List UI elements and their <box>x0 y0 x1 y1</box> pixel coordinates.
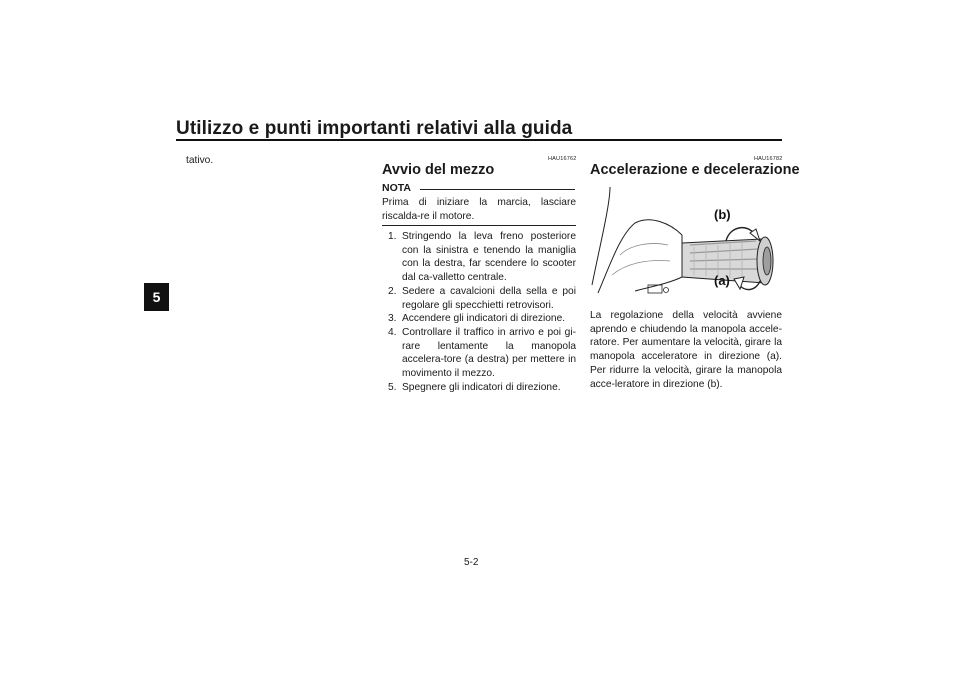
page-number: 5-2 <box>464 557 479 568</box>
steps-list <box>382 230 576 394</box>
step-number: 2. <box>388 285 397 297</box>
label-a: (a) <box>714 273 730 288</box>
step-number: 5. <box>388 381 397 393</box>
chapter-tab: 5 <box>144 283 169 311</box>
step-text: Sedere a cavalcioni della sella e poi regolare gli specchietti retrovisori. <box>402 285 576 311</box>
step-text: Accendere gli indicatori di direzione. <box>402 313 566 325</box>
list-item <box>382 285 576 312</box>
header-rule <box>176 139 782 141</box>
accel-body-text: La regolazione della velocità avviene aprendo e chiudendo la manopola accele-ratore. Per aumentare la velocità, girare la manopola acceleratore in direzione (a). Per ridurre la velocità, girare la manopola acce-leratore in direzione (b). <box>590 310 782 390</box>
section-code-accel: HAU16782 <box>754 156 783 162</box>
nota-bottom-rule <box>382 225 576 226</box>
section-code-start: HAU16762 <box>548 156 577 162</box>
nota-text: Prima di iniziare la marcia, lasciare riscalda-re il motore. <box>382 197 576 222</box>
step-text: Stringendo la leva freno posteriore con la sinistra e tenendo la maniglia con la destra, far scendere lo scooter dal ca-valletto centrale. <box>402 231 576 284</box>
nota-rule <box>420 189 575 190</box>
step-text: Controllare il traffico in arrivo e poi gi-rare lentamente la manopola accelera-tore (a destra) per mettere in movimento il mezzo. <box>402 326 576 380</box>
list-item <box>382 230 576 285</box>
list-item <box>382 326 576 381</box>
throttle-grip-illustration <box>590 185 782 301</box>
continued-text: tativo. <box>186 155 214 166</box>
label-b: (b) <box>714 207 731 222</box>
page-title: Utilizzo e punti importanti relativi alla guida <box>176 118 573 139</box>
step-number: 4. <box>388 326 397 338</box>
step-number: 1. <box>388 231 397 242</box>
section-title-accel: Accelerazione e decelerazione <box>590 162 800 178</box>
list-item <box>382 381 576 395</box>
step-number: 3. <box>388 313 397 325</box>
section-title-start: Avvio del mezzo <box>382 162 495 178</box>
nota-label: NOTA <box>382 182 411 194</box>
list-item <box>382 312 576 326</box>
step-text: Spegnere gli indicatori di direzione. <box>402 381 561 393</box>
